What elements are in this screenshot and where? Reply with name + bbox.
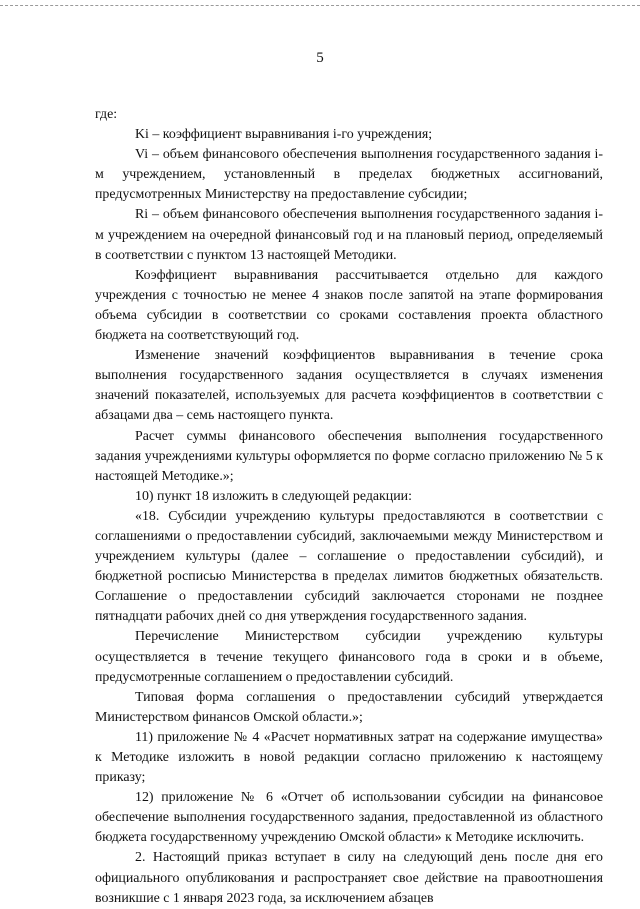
paragraph: Расчет суммы финансового обеспечения выполнения государственного задания учреждениями культуры оформляется по форме согласно приложению № 5 к настоящей Методике.»;: [95, 428, 603, 484]
paragraph: Ki – коэффициент выравнивания i-го учреждения;: [135, 127, 433, 143]
paragraph: 10) пункт 18 изложить в следующей редакции:: [135, 488, 412, 504]
page-number: 5: [316, 50, 324, 66]
scan-top-edge: [0, 5, 640, 6]
paragraph: «18. Субсидии учреждению культуры предоставляются в соответствии с соглашениями о предоставлении субсидий, заключаемыми между Министерством и учреждением культуры (далее – соглашение о предоставлении субсидий), и бюджетной росписью Министерства в пределах лимитов бюджетных обязательств. Соглашение о предоставлении субсидий заключается сторонами не позднее пятнадцати рабочих дней со дня утверждения государственного задания.: [95, 508, 603, 625]
paragraph: Типовая форма соглашения о предоставлении субсидий утверждается Министерством финансов Омской области.»;: [95, 689, 603, 725]
paragraph: где:: [95, 107, 118, 122]
paragraph: Ri – объем финансового обеспечения выполнения государственного задания i-м учреждением на очередной финансовый год и на плановый период, определяемый в соответствии с пунктом 13 настоящей Методики.: [95, 207, 603, 263]
document-body: [95, 105, 603, 909]
paragraph: Коэффициент выравнивания рассчитывается отдельно для каждого учреждения с точностью не менее 4 знаков после запятой на этапе формирования объема субсидии в соответствии со сроками составления проекта областного бюджета на соответствующий год.: [95, 267, 603, 344]
paragraph: Изменение значений коэффициентов выравнивания в течение срока выполнения государственного задания осуществляется в случаях изменения значений показателей, используемых для расчета коэффициентов в соответствии с абзацами два – семь настоящего пункта.: [95, 348, 603, 424]
paragraph: Перечисление Министерством субсидии учреждению культуры осуществляется в течение текущего финансового года в сроки и в объеме, предусмотренные соглашением о предоставлении субсидий.: [95, 629, 603, 685]
paragraph: 2. Настоящий приказ вступает в силу на следующий день после дня его официального опубликования и распространяет свое действие на правоотношения возникшие с 1 января 2023 года, за исключением абзацев: [95, 850, 603, 906]
paragraph: 11) приложение № 4 «Расчет нормативных затрат на содержание имущества» к Методике изложить в новой редакции согласно приложению к настоящему приказу;: [95, 729, 603, 786]
paragraph: 12) приложение № 6 «Отчет об использовании субсидии на финансовое обеспечение выполнения государственного задания, предоставленной из областного бюджета государственному учреждению Омской области» к Методике исключить.: [95, 790, 603, 846]
paragraph: Vi – объем финансового обеспечения выполнения государственного задания i-м учреждением, установленный в пределах бюджетных ассигнований, предусмотренных Министерству на предоставление субсидии;: [95, 147, 603, 203]
